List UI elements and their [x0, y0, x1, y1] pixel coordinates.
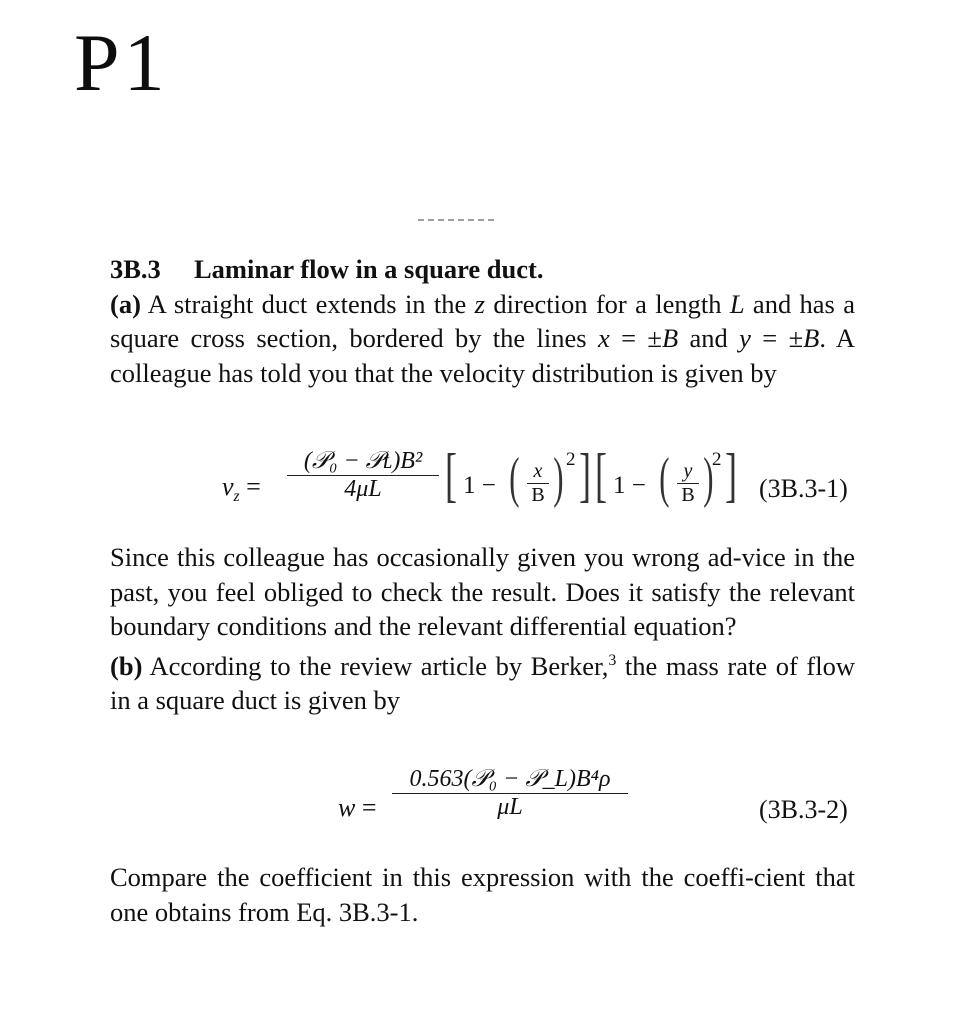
eq1-one-minus-a: 1 −	[463, 472, 496, 499]
part-a-text	[110, 287, 855, 391]
frac-y-den: B	[681, 484, 695, 506]
paren-open-x: (	[509, 447, 520, 509]
paragraph-2: Since this colleague has occasionally given you wrong ad-vice in the past, you feel obliged to check the result. Does it satisfy the relevant boundary conditions and the relevant differential equation?	[110, 542, 855, 641]
eq1-tag: (3B.3-1)	[759, 474, 848, 503]
text-run: direction for a length	[484, 288, 730, 319]
part-b-text	[110, 644, 855, 718]
text-run: A straight duct extends in the	[140, 288, 475, 319]
eq1-lhs	[222, 472, 261, 506]
page-label: P1	[74, 17, 169, 108]
text-run: = ±	[609, 323, 662, 353]
bracket-open-2: [	[594, 442, 607, 508]
var-z: z	[474, 288, 485, 319]
frac-x-den: B	[531, 484, 545, 506]
eq1-v: v	[222, 472, 234, 501]
problem-heading	[110, 252, 855, 287]
paragraph-2-block	[110, 540, 855, 717]
eq2-lhs	[338, 793, 377, 823]
bracket-close-1: ]	[578, 442, 591, 508]
eq2-numerator: 0.563(𝒫₀ − 𝒫_L)B⁴ρ	[409, 766, 611, 792]
var-x: x	[597, 323, 610, 353]
eq2-w: w	[338, 793, 356, 822]
bracket-close-2: ]	[724, 442, 737, 508]
eq1-sub-z: z	[233, 488, 240, 506]
footnote-marker: 3	[608, 651, 617, 669]
eq1-frac-y	[677, 460, 699, 507]
text-run: . A colleague has told you that the velocity distribution is given by	[110, 323, 855, 388]
eq1-main-fraction	[287, 448, 439, 503]
eq1-denominator: 4μL	[344, 476, 382, 502]
text-run: and has a square cross section, bordered by the lines	[110, 288, 855, 353]
paragraph-3: Compare the coefficient in this expression with the coeffi-cient that one obtains from Eq. 3B.3-1.	[110, 862, 855, 927]
eq2-fraction	[392, 766, 628, 821]
problem-block	[110, 252, 855, 390]
exp-2-x: 2	[566, 449, 576, 470]
text-run: According to the review article by Berker,	[142, 650, 609, 681]
part-b-label: (b)	[110, 650, 143, 681]
var-B: B	[803, 323, 820, 353]
paragraph-3-block	[110, 860, 855, 929]
eq2-tag: (3B.3-2)	[759, 795, 848, 824]
var-y: y	[739, 323, 751, 353]
eq2-denominator: μL	[497, 794, 523, 820]
eq2-equals: =	[361, 793, 377, 822]
var-B: B	[661, 323, 679, 353]
text-run: the mass rate of flow in a square duct is given by	[110, 650, 855, 715]
paren-open-y: (	[659, 447, 670, 509]
eq1-frac-x	[527, 460, 549, 507]
text-run: and	[678, 323, 740, 353]
frac-y-num: y	[683, 460, 693, 482]
eq1-one-minus-b: 1 −	[613, 472, 646, 499]
problem-title: Laminar flow in a square duct.	[194, 254, 544, 284]
part-a-label: (a)	[110, 288, 141, 319]
problem-number: 3B.3	[110, 254, 161, 284]
var-L: L	[729, 288, 745, 319]
eq1-numerator: (𝒫₀ − 𝒫ʟ)B²	[303, 448, 423, 474]
eq1-equals: =	[246, 472, 261, 501]
cropped-text-fragment	[418, 219, 494, 225]
paren-close-y: )	[703, 447, 714, 509]
paren-close-x: )	[553, 447, 564, 509]
exp-2-y: 2	[712, 449, 722, 470]
bracket-open-1: [	[444, 442, 457, 508]
text-run: = ±	[750, 323, 804, 353]
frac-x-num: x	[533, 460, 543, 482]
